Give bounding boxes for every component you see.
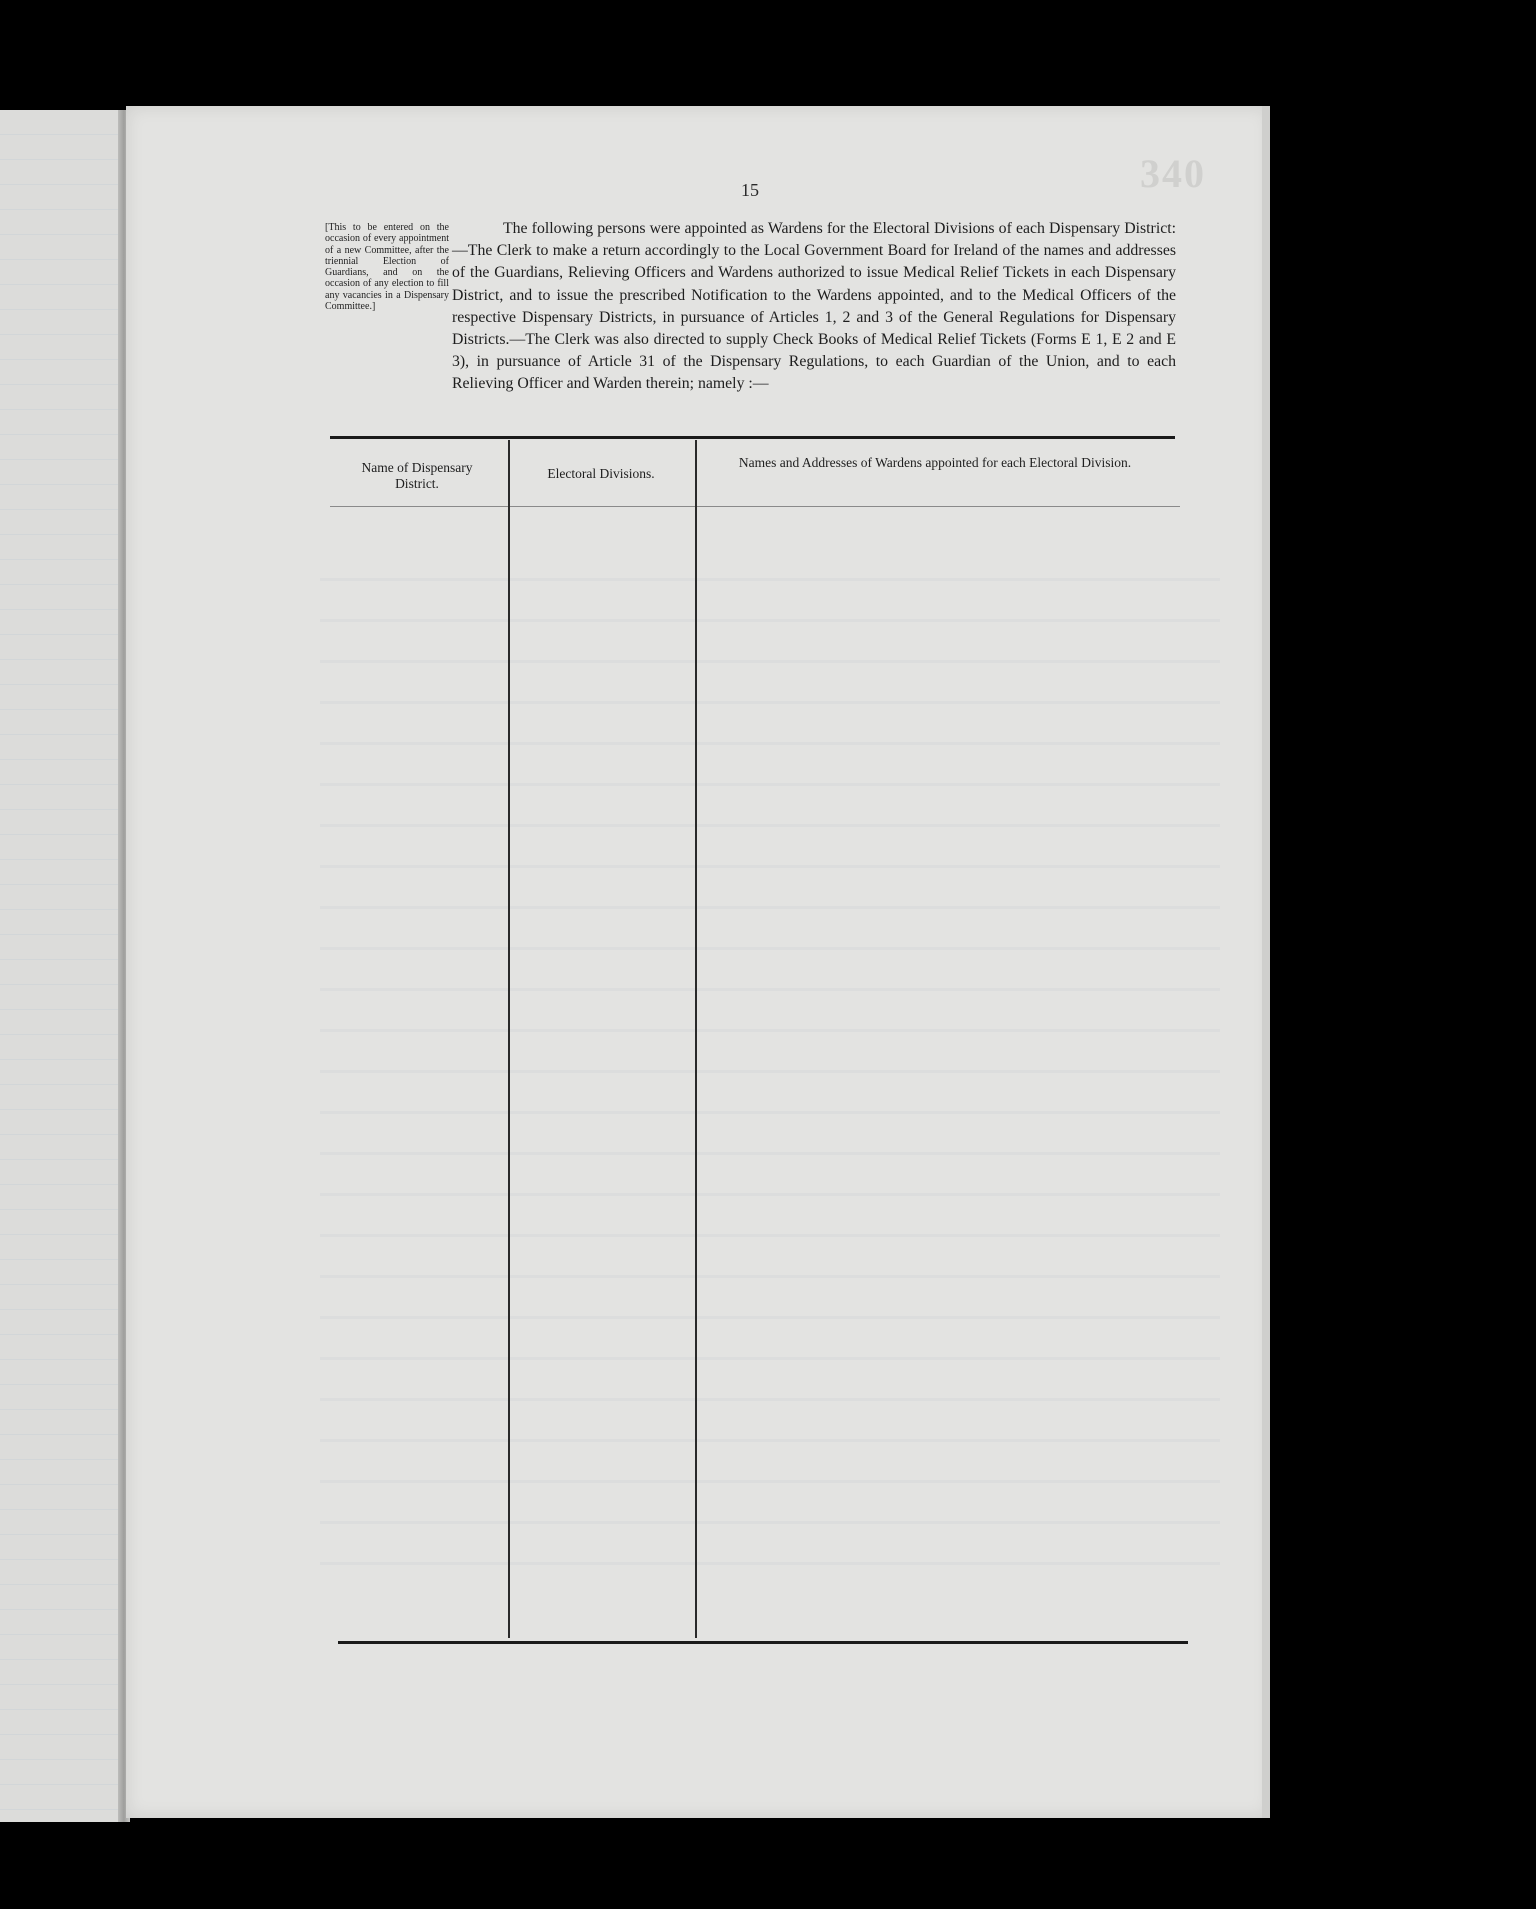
page-number: 15 — [741, 180, 759, 200]
page-stamp: 340 — [1140, 151, 1206, 196]
table-top-rule — [330, 436, 1175, 439]
column-header-dispensary-district: Name of Dispensary District. — [361, 460, 473, 491]
column-header-electoral-divisions: Electoral Divisions. — [547, 466, 655, 481]
table-column-divider-1 — [508, 440, 510, 1638]
body-paragraph: The following persons were appointed as Wardens for the Electoral Divisions of each Dispensary District:—The Clerk to make a return accordingly to the Local Government Board for Ireland of the names and addresses of the Guardians, Relieving Officers and Wardens authorized to issue Medical Relief Tickets in each Dispensary District, and to issue the prescribed Notification to the Wardens appointed, and to the Medical Officers of the respective Dispensary Districts, in pursuance of Articles 1, 2 and 3 of the General Regulations for Dispensary Districts.—The Clerk was also directed to supply Check Books of Medical Relief Tickets (Forms E 1, E 2 and E 3), in pursuance of Article 31 of the Dispensary Regulations, to each Guardian of the Union, and to each Relieving Officer and Warden therein; namely :— — [452, 220, 1176, 393]
column-header-wardens: Names and Addresses of Wardens appointed for each Electoral Division. — [738, 455, 1132, 470]
previous-page — [0, 110, 122, 1822]
table-column-divider-2 — [695, 440, 697, 1638]
page-edge — [1262, 106, 1270, 1818]
table-bottom-rule — [338, 1641, 1188, 1644]
margin-note: [This to be entered on the occasion of every appointment of a new Committee, after the triennial Election of Guardians, and on the occasion of any election to fill any vacancies in a Dispensary Committee.] — [325, 222, 449, 313]
table-header-rule — [330, 506, 1180, 507]
